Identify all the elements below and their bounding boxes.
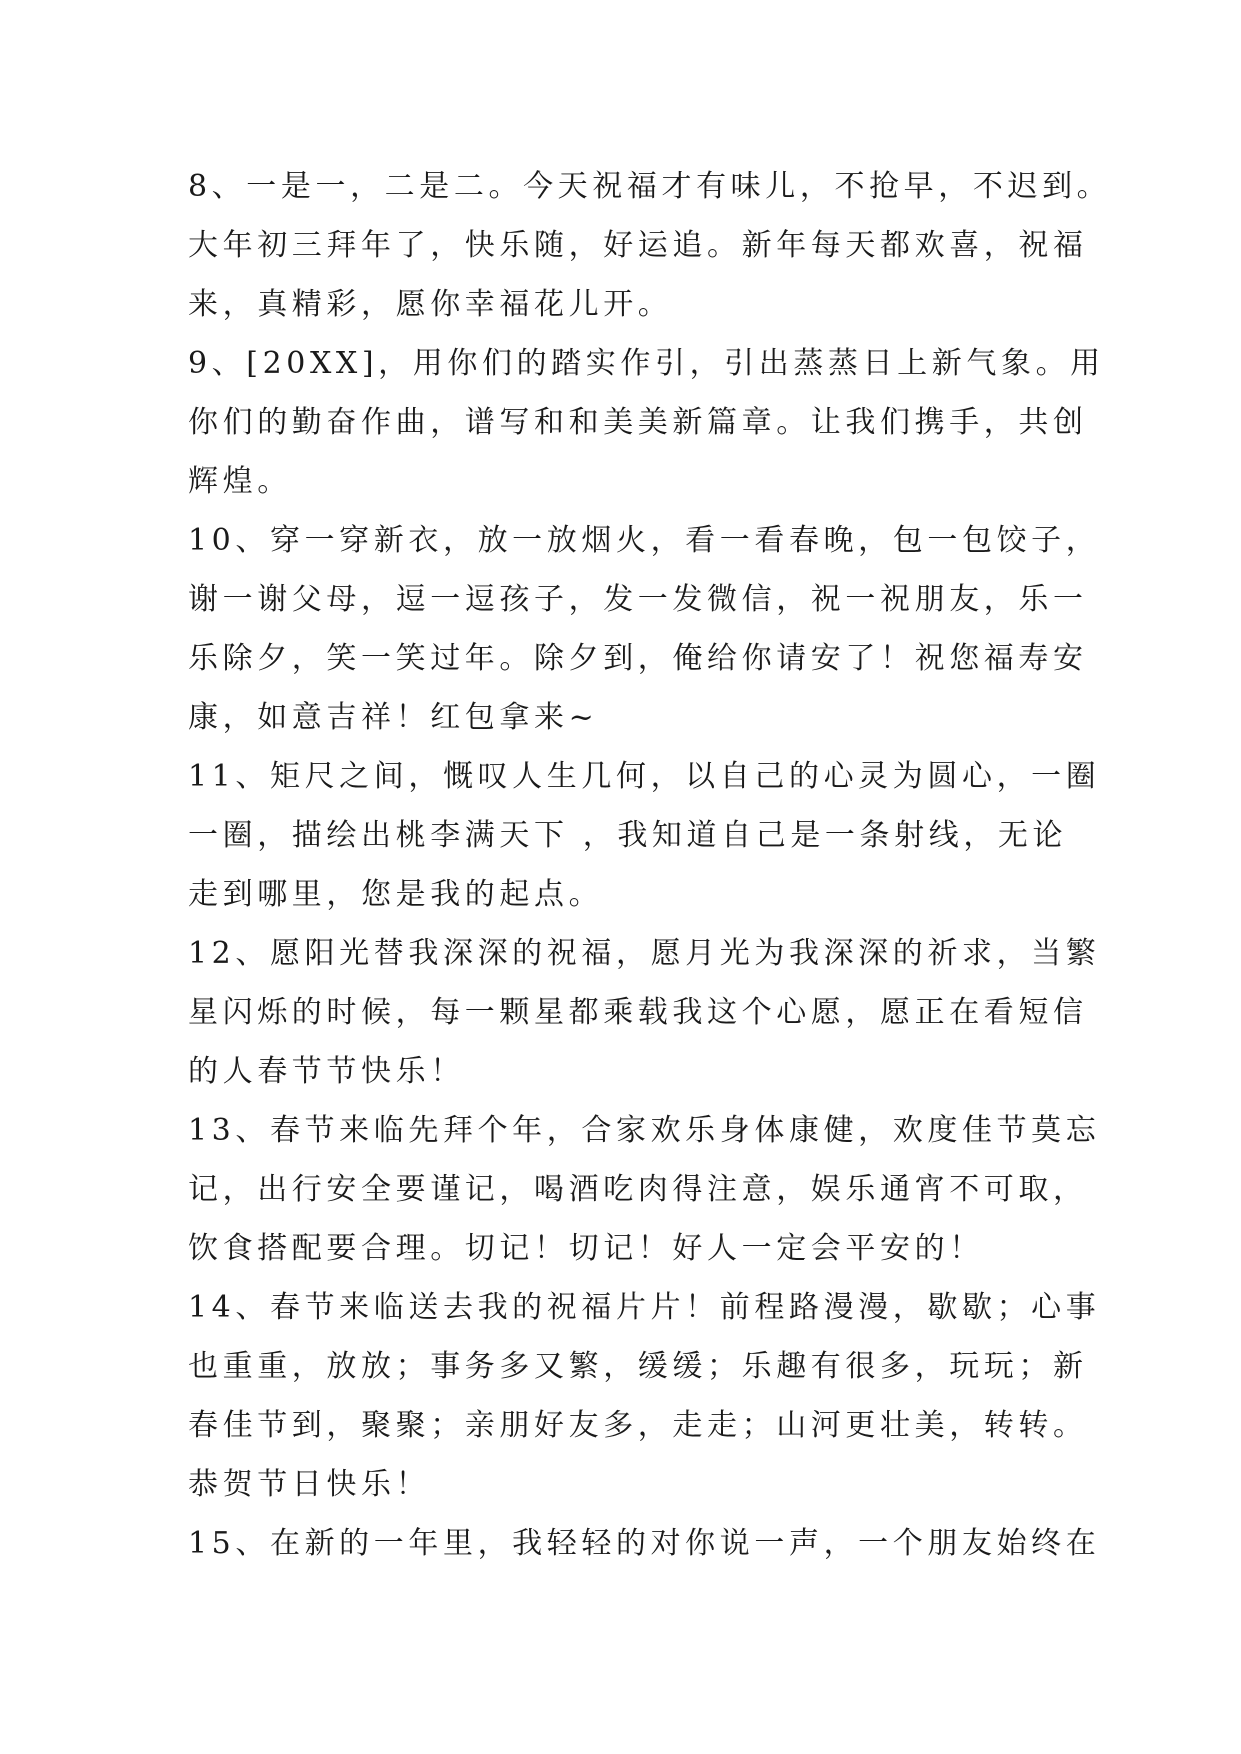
text-line: 10、穿一穿新衣，放一放烟火，看一看春晚，包一包饺子， (188, 523, 1101, 558)
paragraph-8 (188, 157, 1112, 334)
text-line: 的人春节节快乐！ (188, 1054, 465, 1089)
text-line: 9、[20XX]，用你们的踏实作引，引出蒸蒸日上新气象。用 (188, 346, 1105, 381)
paragraph-14 (188, 1278, 1101, 1514)
text-line: 星闪烁的时候，每一颗星都乘载我这个心愿，愿正在看短信 (188, 995, 1088, 1030)
paragraph-10 (188, 511, 1101, 747)
paragraph-11 (188, 747, 1101, 924)
paragraph-12 (188, 924, 1101, 1101)
text-line: 8、一是一，二是二。今天祝福才有味儿，不抢早，不迟到。 (188, 169, 1112, 204)
document-body (188, 157, 1112, 1573)
paragraph-13 (188, 1101, 1101, 1278)
text-line: 也重重，放放；事务多又繁，缓缓；乐趣有很多，玩玩；新 (188, 1349, 1088, 1384)
text-line: 康，如意吉祥！红包拿来~ (188, 700, 599, 735)
text-line: 11、矩尺之间，慨叹人生几何，以自己的心灵为圆心，一圈 (188, 759, 1101, 794)
text-line: 12、愿阳光替我深深的祝福，愿月光为我深深的祈求，当繁 (188, 936, 1101, 971)
text-line: 记，出行安全要谨记，喝酒吃肉得注意，娱乐通宵不可取， (188, 1172, 1088, 1207)
text-line: 春佳节到，聚聚；亲朋好友多，走走；山河更壮美，转转。 (188, 1408, 1088, 1443)
text-line: 14、春节来临送去我的祝福片片！前程路漫漫，歇歇；心事 (188, 1290, 1101, 1325)
text-line: 一圈，描绘出桃李满天下 ，我知道自己是一条射线，无论 (188, 818, 1068, 853)
text-line: 乐除夕，笑一笑过年。除夕到，俺给你请安了！祝您福寿安 (188, 641, 1088, 676)
text-line: 来，真精彩，愿你幸福花儿开。 (188, 287, 673, 322)
text-line: 大年初三拜年了，快乐随，好运追。新年每天都欢喜，祝福 (188, 228, 1088, 263)
paragraph-15 (188, 1514, 1101, 1573)
text-line: 饮食搭配要合理。切记！切记！好人一定会平安的！ (188, 1231, 984, 1266)
text-line: 15、在新的一年里，我轻轻的对你说一声，一个朋友始终在 (188, 1526, 1101, 1561)
text-line: 恭贺节日快乐！ (188, 1467, 431, 1502)
text-line: 13、春节来临先拜个年，合家欢乐身体康健，欢度佳节莫忘 (188, 1113, 1101, 1148)
text-line: 谢一谢父母，逗一逗孩子，发一发微信，祝一祝朋友，乐一 (188, 582, 1088, 617)
paragraph-9 (188, 334, 1105, 511)
text-line: 你们的勤奋作曲，谱写和和美美新篇章。让我们携手，共创 (188, 405, 1088, 440)
text-line: 辉煌。 (188, 464, 292, 499)
text-line: 走到哪里，您是我的起点。 (188, 877, 604, 912)
